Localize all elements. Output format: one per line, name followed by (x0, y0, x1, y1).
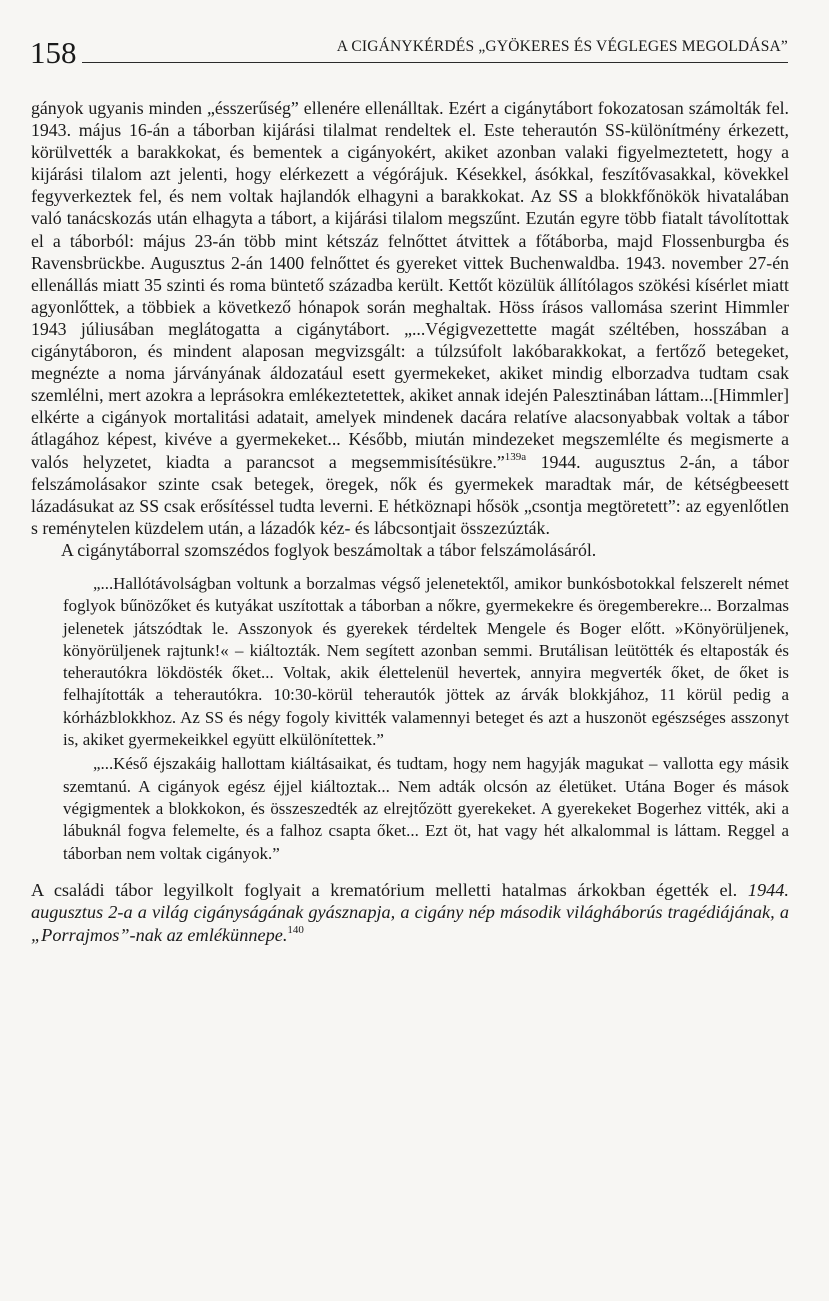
paragraph (31, 879, 789, 947)
italic-text: 1944. augusztus 2-a a világ cigányságának gyásznapja, a cigány nép második világháborús tragédiájának, a „Porrajmos”-nak az emlékünnepe. (31, 879, 789, 945)
quote-paragraph: „...Hallótávolságban voltunk a borzalmas végső jelenetektől, amikor bunkósbotokkal felszerelt német foglyok bűnözőket és kutyákat uszítottak a táborban a nőkre, gyermekekre és öregemberekre... Borzalmas jelenetek játszódtak le. Asszonyok és gyerekek térdeltek Mengele és Boger előtt. »Könyörüljenek, könyörüljenek rajtunk!« – kiáltozták. Nem segített azonban semmi. Brutálisan leütötték és eltaposták és teherautókra lökdösték őket... Voltak, akik élettelenül hevertek, annyira megverték őket, de őket is felhajították a teherautókra. 10:30-körül teherautók jöttek az árvák blokkjához, 11 körül pedig a kórházblokkhoz. Az SS és négy fogoly kivitték valamennyi beteget és azt a huszonöt egészséges asszonyt is, akiket gyermekeikkel együtt elkülönítettek.” (63, 573, 789, 750)
paragraph-text: A családi tábor legyilkolt foglyait a krematórium melletti hatalmas árkokban égették el. (31, 879, 748, 900)
footnote-ref: 139a (504, 450, 527, 463)
page-number: 158 (30, 35, 77, 70)
block-quote (63, 573, 789, 865)
header-rule (82, 62, 788, 63)
body-text (31, 97, 789, 946)
paragraph-text: gányok ugyanis minden „ésszerűség” ellenére ellenálltak. Ezért a cigánytábort fokozatosan számolták fel. 1943. május 16-án a táborban kijárási tilalmat rendeltek el. Este teherautón SS-különítmény érkezett, körülvették a barakkokat, és bementek a cigányokért, akiket azonban valaki figyelmeztetett, hogy a kijárási tilalom azt jelenti, hogy elérkezett a végórájuk. Késekkel, ásókkal, feszítővasakkal, kövekkel fegyverkeztek fel, és nem voltak hajlandók elhagyni a barakkokat. Az SS a blokkfőnökök hivatalában való tanácskozás után elhagyta a tábort, a kijárási tilalom megszűnt. Ezután egyre több fiatalt távolítottak el a táborból: május 23-án több mint kétszáz felnőttet átvittek a főtáborba, majd Flossenburgba és Ravensbrückbe. Augusztus 2-án 1400 felnőttet és gyereket vittek Buchenwaldba. 1943. november 27-én ellenállás miatt 35 szinti és roma büntető századba került. Kettőt közülük állítólagos szökési kísérlet miatt agyonlőttek, a többiek a következő hónapok során meghaltak. Höss írásos vallomása szerint Himmler 1943 júliusában meglátogatta a cigánytábort. „...Végigvezettette magát széltében, hosszában a cigánytáboron, és mindent alaposan megvizsgált: a túlzsúfolt lakóbarakkokat, a fertőző betegeket, megnézte a noma járványának áldozatául esett gyermekeket, akiket mindig elborzadva tudtam csak szemlélni, mert azokra a leprásokra emlékeztetettek, akiket annak idején Palesztinában láttam...[Himmler] elkérte a cigányok mortalitási adatait, amelyek mindenek dacára relatíve alacsonyabbak voltak a tábor átlagához képest, kivéve a gyermekeket... Később, miután mindezeket megszemlélte és megismerte a valós helyzetet, kiadta a parancsot a megsemmisítésükre.” (31, 98, 789, 472)
paragraph (31, 97, 789, 539)
page-header (30, 36, 788, 70)
footnote-ref: 140 (287, 923, 304, 936)
paragraph: A cigánytáborral szomszédos foglyok beszámoltak a tábor felszámolásáról. (61, 539, 597, 560)
quote-paragraph: „...Késő éjszakáig hallottam kiáltásaikat, és tudtam, hogy nem hagyják magukat – vallotta egy másik szemtanú. A cigányok egész éjjel kiáltoztak... Nem adták olcsón az életüket. Utána Boger és mások végigmentek a blokkokon, és összeszedték az elrejtőzött gyerekeket. A gyerekeket Bogerhez vitték, aki a lábuknál fogva felemelte, és a falhoz csapta őket... Ezt öt, hat vagy hét alkalommal is láttam. Reggel a táborban nem voltak cigányok.” (63, 754, 789, 863)
paragraph-text: 1944. augusztus 2-án, a tábor felszámolásakor szinte csak betegek, öregek, nők és gyermekek maradtak már, de kétségbeesett lázadásukat az SS csak erősítéssel tudta leverni. E hétköznapi hősök „csontja megtöretett”: az egyenlőtlen s reménytelen küzdelem után, a lázadók kéz- és lábcsontjait összezúzták. (31, 451, 789, 538)
running-title: A CIGÁNYKÉRDÉS „GYÖKERES ÉS VÉGLEGES MEGOLDÁSA” (336, 38, 788, 55)
